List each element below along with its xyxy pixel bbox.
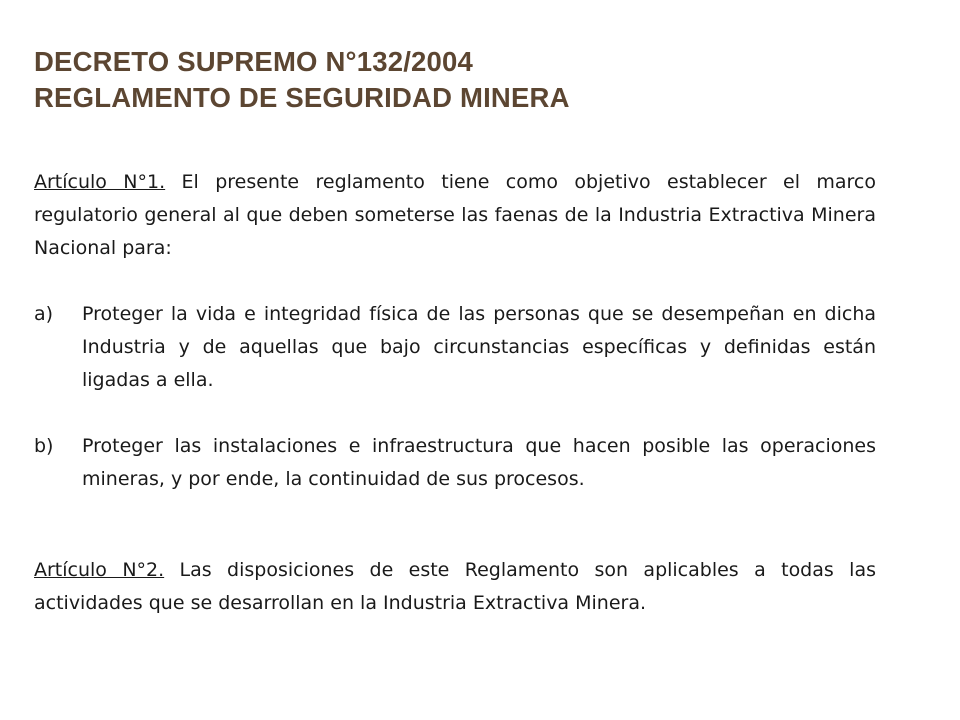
article-2-label: Artículo N°2. [34,559,165,581]
article-1-paragraph [34,166,876,265]
title-line-decree: DECRETO SUPREMO N°132/2004 [34,46,474,77]
article-1-text: El presente reglamento tiene como objetivo establecer el marco regulatorio general al que deben someterse las faenas de la Industria Extractiva Minera Nacional para: [34,171,877,259]
list-item-b-text: Proteger las instalaciones e infraestructura que hacen posible las operaciones mineras, y por ende, la continuidad de sus procesos. [82,435,876,490]
title-line-regulation: REGLAMENTO DE SEGURIDAD MINERA [34,82,570,113]
list-item-b [34,430,876,496]
slide-body [34,166,876,620]
article-1-label: Artículo N°1. [34,171,166,193]
slide-title [34,44,914,116]
list-marker-b: b) [34,435,54,457]
article-2-text: Las disposiciones de este Reglamento son aplicables a todas las actividades que se desarrollan en la Industria Extractiva Minera. [34,559,876,614]
list-item-a [34,298,876,397]
list-item-a-text: Proteger la vida e integridad física de las personas que se desempeñan en dicha Industria y de aquellas que bajo circunstancias específicas y definidas están ligadas a ella. [82,303,876,391]
list-marker-a: a) [34,303,54,325]
article-2-paragraph [34,554,876,620]
